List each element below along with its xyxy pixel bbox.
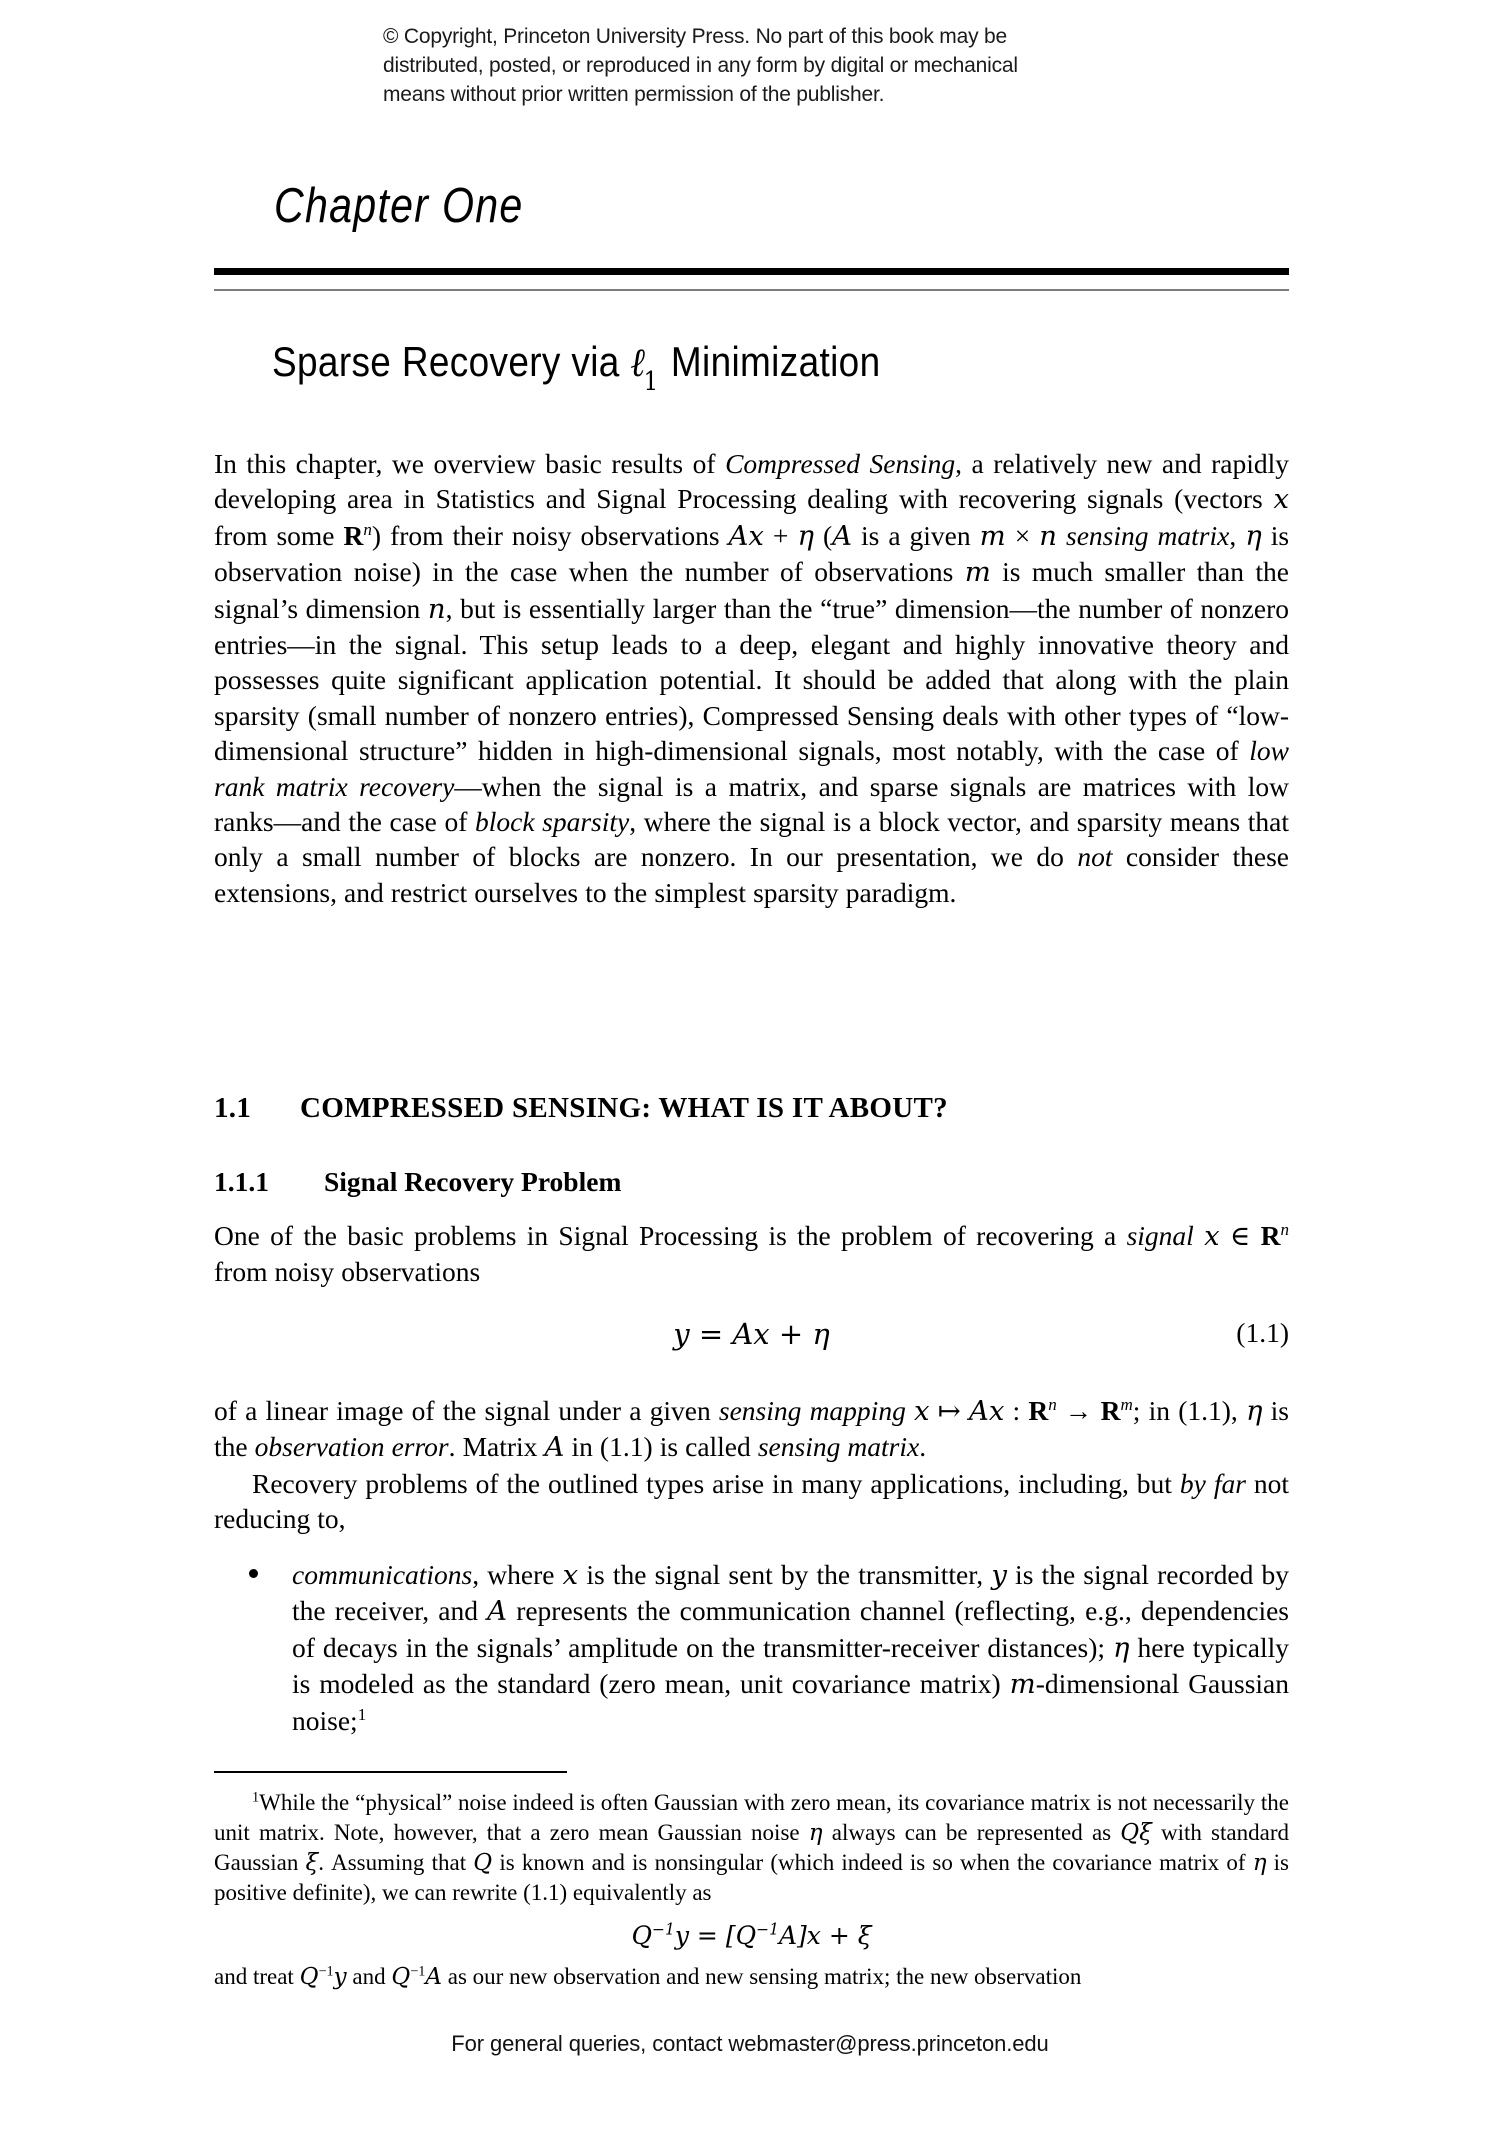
ell-symbol: ℓ — [630, 340, 646, 386]
page-footer: For general queries, contact webmaster@press.princeton.edu — [451, 2031, 1049, 2056]
bullet-dot-icon — [249, 1569, 258, 1578]
footnote-text-part-1: $^1$While the “physical” noise indeed is often Gaussian with zero mean, its covariance matrix is not necessarily the unit matrix. Note, however, that a zero mean Gaussian noise η always can be represented as Qξ with standard Gaussian ξ. Assuming that Q is known and is nonsingular (which indeed is so when the covariance matrix of η is positive definite), we can rewrite (1.1) equivalently as — [214, 1789, 1290, 1905]
section-number: 1.1 — [214, 1092, 252, 1124]
equation-rhs: Ax + η — [732, 1317, 830, 1351]
equation-lhs: y — [673, 1317, 690, 1351]
list-item-communications — [214, 1557, 1289, 1738]
after-equation-block — [214, 1393, 1289, 1537]
intro-paragraph: In this chapter, we overview basic results of Compressed Sensing, a relatively new and rapidly developing area in Statistics and Signal Processing dealing with recovering signals (vectors x from some $R^n$) from their noisy observations Ax + η (A is a given m × n sensing matrix, η is observation noise) in the case when the number of observations m is much smaller than the signal’s dimension n, but is essentially larger than the “true” dimension—the number of nonzero entries—in the signal. This setup leads to a deep, elegant and highly innovative theory and possesses quite significant application potential. It should be added that along with the plain sparsity (small number of nonzero entries), Compressed Sensing deals with other types of “low-dimensional structure” hidden in high-dimensional signals, most notably, with the case of low rank matrix recovery—when the signal is a matrix, and sparse signals are matrices with low ranks—and the case of block sparsity, where the signal is a block vector, and sparsity means that only a small number of blocks are nonzero. In our presentation, we do not consider these extensions, and restrict ourselves to the simplest sparsity paradigm. — [214, 448, 1290, 908]
chapter-rule-thick — [214, 268, 1289, 275]
chapter-title-after: Minimization — [660, 338, 881, 385]
chapter-title-before: Sparse Recovery via — [272, 338, 631, 385]
footnote-marker: 1 — [252, 1789, 260, 1806]
copyright-line-1: © Copyright, Princeton University Press. No part of this book may be — [383, 25, 1007, 48]
chapter-rule-thin — [214, 289, 1289, 291]
subsection-title: Signal Recovery Problem — [324, 1166, 622, 1197]
copyright-line-2: distributed, posted, or reproduced in any form by digital or mechanical — [383, 54, 1018, 77]
footnote-equation: $Q^{-1}y = [Q^{-1}A]x + \xi$ — [631, 1920, 872, 1950]
footnote-reference-marker[interactable]: 1 — [357, 1704, 367, 1724]
footnote-block — [214, 1788, 1289, 1992]
after-equation-paragraph: of a linear image of the signal under a given sensing mapping x ↦ Ax : $R^n \to R^m$; in (1.1), η is the observation error. Matrix A in (1.1) is called sensing matrix. — [214, 1394, 1289, 1464]
equation-1-1-body: y = Ax + η — [673, 1317, 830, 1351]
list-item-text: communications, where x is the signal sent by the transmitter, y is the signal recorded by the receiver, and A represents the communication channel (reflecting, e.g., dependencies of decays in the signals’ amplitude on the transmitter-receiver distances); η here typically is modeled as the standard (zero mean, unit covariance matrix) m-dimensional Gaussian noise;$^1$ — [292, 1559, 1290, 1736]
copyright-notice — [383, 22, 1163, 109]
footnote-text-part-2: and treat $Q^{-1}y$ and $Q^{-1}A$ as our new observation and new sensing matrix; the new observation — [214, 1963, 1082, 1990]
chapter-title — [272, 338, 881, 398]
section-title: COMPRESSED SENSING: WHAT IS IT ABOUT? — [300, 1092, 948, 1124]
equation-1-1 — [214, 1317, 1289, 1351]
intro-paragraph-block — [214, 446, 1289, 910]
list-item-lead: communications — [292, 1559, 473, 1590]
footnote-separator-rule — [214, 1771, 567, 1773]
chapter-label: Chapter One — [274, 179, 524, 233]
recovery-problems-paragraph: Recovery problems of the outlined types arise in many applications, including, but by far not reducing to, — [214, 1467, 1290, 1535]
section-heading-1-1 — [214, 1092, 948, 1125]
subsection-number: 1.1.1 — [214, 1166, 269, 1197]
recovering-paragraph: One of the basic problems in Signal Processing is the problem of recovering a signal x ∈ $R^n$ from noisy observations — [214, 1219, 1289, 1288]
equation-1-1-tag: (1.1) — [1236, 1317, 1289, 1348]
recovering-paragraph-block — [214, 1218, 1289, 1290]
ell-subscript: 1 — [643, 367, 659, 398]
copyright-line-3: means without prior written permission of the publisher. — [383, 83, 885, 106]
subsection-heading-1-1-1 — [214, 1166, 621, 1198]
